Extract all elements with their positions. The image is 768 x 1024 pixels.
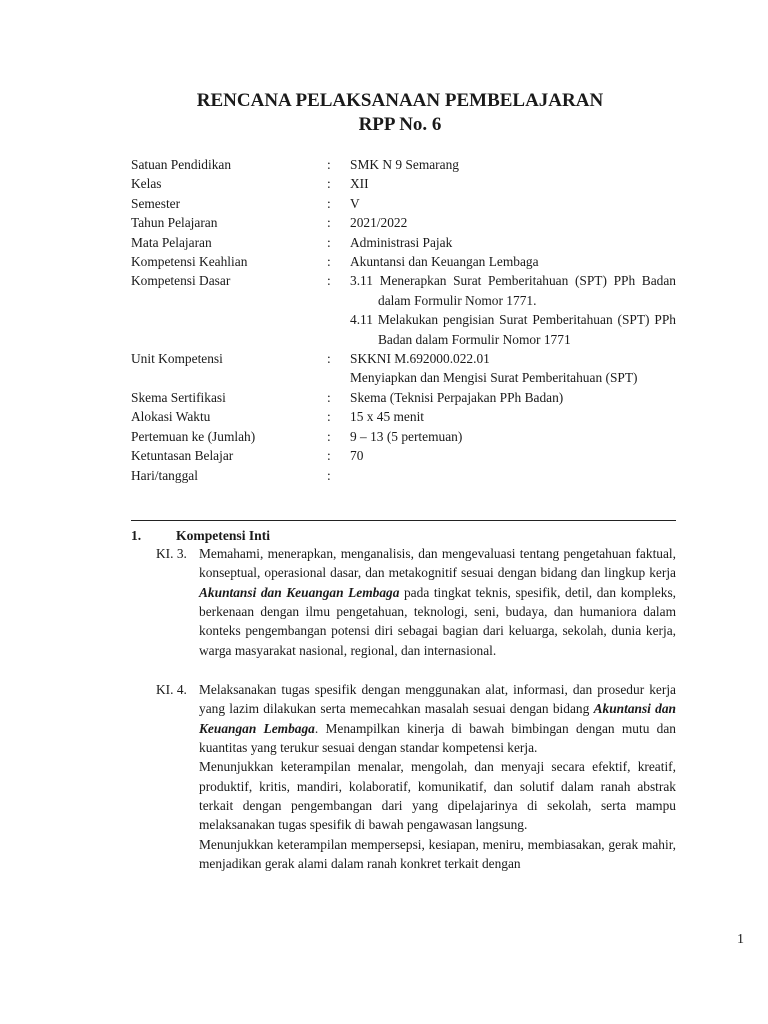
section-heading <box>131 526 270 545</box>
identity-table <box>131 155 676 485</box>
identity-row <box>131 349 676 388</box>
page-number: 1 <box>737 932 744 947</box>
identity-label: Hari/tanggal <box>131 467 198 483</box>
identity-row <box>131 446 676 465</box>
ki-text <box>199 680 676 873</box>
identity-colon: : <box>327 254 331 270</box>
section-number: 1. <box>131 528 142 543</box>
document-title: RENCANA PELAKSANAAN PEMBELAJARAN <box>196 90 604 111</box>
ki-text-part: Melaksanakan tugas spesifik dengan menggunakan alat, informasi, dan prosedur kerja yang lazim dilakukan serta memecahkan masalah sesuai dengan bidang <box>199 682 676 717</box>
identity-label: Pertemuan ke (Jumlah) <box>131 428 256 444</box>
ki-paragraph: Menunjukkan keterampilan mempersepsi, kesiapan, meniru, membiasakan, gerak mahir, menjadikan gerak alami dalam ranah konkret terkait dengan <box>199 836 676 872</box>
ki-text-part: . Menampilkan kinerja di bawah bimbingan dengan mutu dan kuantitas yang terukur sesuai dengan standar kompetensi kerja. <box>199 720 676 756</box>
ki-text-part: pada tingkat teknis, spesifik, detil, dan kompleks, berkenaan dengan ilmu pengetahuan, teknologi, seni, budaya, dan humaniora dalam konteks pengembangan potensi diri sebagai bagian dari keluarga, sekolah, dunia kerja, warga masyarakat nasional, regional, dan internasional. <box>199 584 676 658</box>
identity-colon: : <box>327 176 331 192</box>
identity-label: Semester <box>131 195 181 211</box>
identity-label: Alokasi Waktu <box>131 409 211 425</box>
ki-paragraph: Menunjukkan keterampilan menalar, mengolah, dan menyaji secara efektif, kreatif, produktif, kritis, mandiri, kolaboratif, komunikatif, dan solutif dalam ranah abstrak terkait dengan pengembangan dari yang dipelajarinya di sekolah, serta mampu melaksanakan tugas spesifik di bawah pengawasan langsung. <box>199 759 676 833</box>
field-emphasis: Akuntansi dan Keuangan Lembaga <box>199 701 676 736</box>
identity-colon: : <box>327 273 331 289</box>
identity-value: SMK N 9 Semarang <box>350 157 459 172</box>
identity-colon: : <box>327 157 331 172</box>
identity-label: Unit Kompetensi <box>131 351 223 367</box>
identity-colon: : <box>327 234 331 250</box>
identity-label: Ketuntasan Belajar <box>131 448 234 464</box>
unit-item: Menyiapkan dan Mengisi Surat Pemberitahuan (SPT) <box>350 370 638 386</box>
identity-colon: : <box>327 195 331 211</box>
section-divider <box>131 520 676 521</box>
identity-value <box>350 349 676 388</box>
core-competency-ki3 <box>156 544 676 660</box>
identity-row <box>131 388 676 407</box>
identity-row <box>131 213 676 232</box>
identity-value: 15 x 45 menit <box>350 409 425 425</box>
identity-value <box>350 271 676 349</box>
identity-value: 2021/2022 <box>350 215 408 231</box>
identity-value: Akuntansi dan Keuangan Lembaga <box>350 254 539 270</box>
identity-value: XII <box>350 176 369 192</box>
identity-row <box>131 174 676 193</box>
competency-item: 4.11 Melakukan pengisian Surat Pemberitahuan (SPT) PPh Badan dalam Formulir Nomor 1771 <box>350 312 676 347</box>
identity-row <box>131 466 676 485</box>
identity-value: V <box>350 195 360 211</box>
identity-colon: : <box>327 467 331 483</box>
ki-code: KI. 3. <box>156 546 187 561</box>
unit-item: SKKNI M.692000.022.01 <box>350 351 490 367</box>
identity-colon: : <box>327 428 331 444</box>
ki-code: KI. 4. <box>156 682 187 697</box>
identity-label: Kompetensi Dasar <box>131 273 231 289</box>
ki-text <box>199 544 676 660</box>
core-competency-ki4 <box>156 680 676 873</box>
identity-value: 70 <box>350 448 364 464</box>
field-emphasis: Akuntansi dan Keuangan Lembaga <box>199 584 400 600</box>
identity-row <box>131 271 676 349</box>
identity-row <box>131 252 676 271</box>
identity-colon: : <box>327 409 331 425</box>
identity-colon: : <box>327 448 331 464</box>
identity-row <box>131 427 676 446</box>
identity-row <box>131 233 676 252</box>
identity-row <box>131 155 676 174</box>
identity-label: Satuan Pendidikan <box>131 157 232 172</box>
identity-value: Administrasi Pajak <box>350 234 453 250</box>
document-subtitle: RPP No. 6 <box>358 114 442 135</box>
identity-label: Tahun Pelajaran <box>131 215 218 231</box>
ki-paragraph <box>199 680 676 757</box>
identity-label: Skema Sertifikasi <box>131 389 226 405</box>
identity-colon: : <box>327 389 331 405</box>
identity-row <box>131 407 676 426</box>
ki-paragraph <box>199 544 676 660</box>
identity-label: Kompetensi Keahlian <box>131 254 248 270</box>
identity-value: Skema (Teknisi Perpajakan PPh Badan) <box>350 389 564 405</box>
competency-item: 3.11 Menerapkan Surat Pemberitahuan (SPT) PPh Badan dalam Formulir Nomor 1771. <box>350 273 676 308</box>
identity-colon: : <box>327 351 331 367</box>
section-title: Kompetensi Inti <box>176 528 271 543</box>
ki-text-part: Memahami, menerapkan, menganalisis, dan mengevaluasi tentang pengetahuan faktual, konseptual, operasional dasar, dan metakognitif sesuai dengan bidang dan lingkup kerja <box>199 546 676 581</box>
identity-value: 9 – 13 (5 pertemuan) <box>350 428 463 444</box>
identity-colon: : <box>327 215 331 231</box>
identity-row <box>131 194 676 213</box>
identity-label: Kelas <box>131 176 162 192</box>
identity-label: Mata Pelajaran <box>131 234 212 250</box>
